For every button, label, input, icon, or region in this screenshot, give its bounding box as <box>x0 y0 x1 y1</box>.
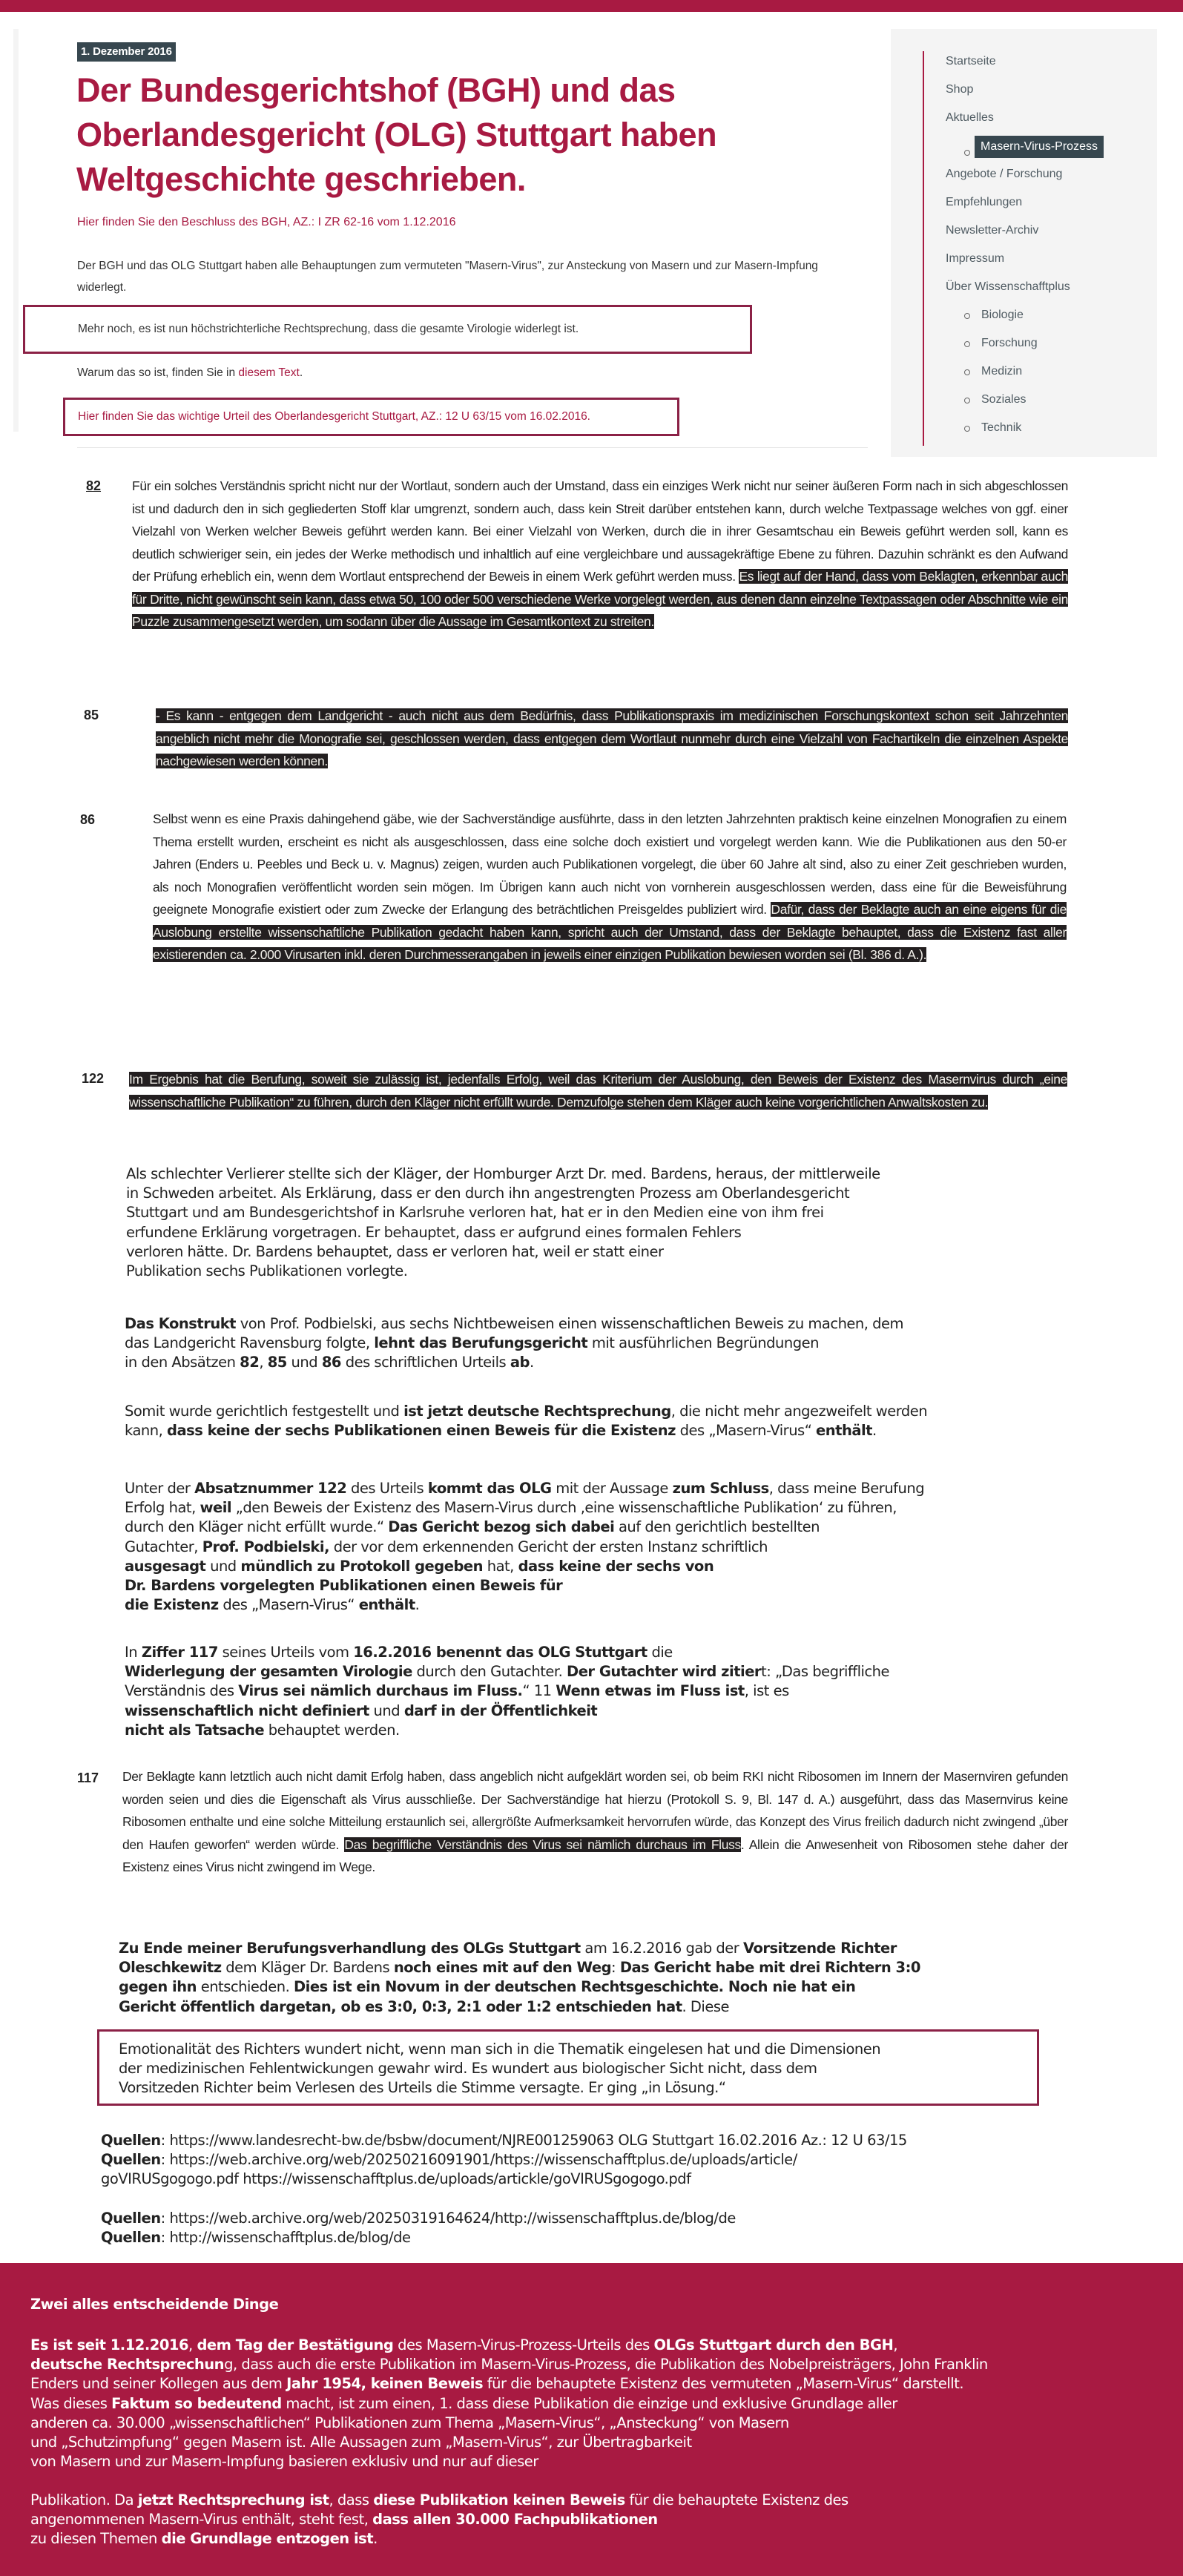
bold-text: dem Tag der Bestätigung <box>197 2336 394 2353</box>
bold-text: Widerlegung der gesamten Virologie <box>125 1663 412 1681</box>
sidebar-item-soziales[interactable]: Soziales <box>981 393 1027 406</box>
sidebar-item-forschung[interactable]: Forschung <box>981 337 1038 349</box>
text-line: Stuttgart und am Bundesgerichtshof in Karlsruhe verloren hat, hat er in den Medien eine von ihm frei <box>126 1204 824 1222</box>
text: am 16.2.2016 gab der <box>580 1940 743 1957</box>
bold-text: Es ist seit 1.12.2016 <box>30 2336 189 2353</box>
text: mit ausführlichen Begründungen <box>587 1334 819 1352</box>
why-prefix: Warum das so ist, finden Sie in <box>77 366 239 379</box>
source-item <box>101 2131 907 2150</box>
page-title: Der Bundesgerichtshof (BGH) und das Oberlandesgericht (OLG) Stuttgart haben Weltgeschichte geschrieben. <box>76 71 717 198</box>
text: Was dieses <box>30 2394 112 2412</box>
text: . <box>872 1422 877 1440</box>
text: angenommenen Masern-Virus enthält, steht fest, <box>30 2511 373 2529</box>
text: Somit wurde gerichtlich festgestellt und <box>125 1403 404 1420</box>
bold-text: Ziffer 117 <box>141 1644 218 1661</box>
text: des Urteils <box>346 1480 428 1497</box>
commentary-emotion <box>119 2040 880 2098</box>
text-line: Emotionalität des Richters wundert nicht, wenn man sich in die Thematik eingelesen hat und die Dimensionen <box>119 2040 881 2058</box>
bold-text: die Grundlage entzogen ist <box>161 2530 374 2548</box>
bold-text: enthält <box>816 1422 872 1440</box>
sidebar-item-newsletter-archiv[interactable]: Newsletter-Archiv <box>946 224 1039 237</box>
bold-text: Prof. Podbielski, <box>202 1538 329 1555</box>
text: Enders und seiner Kollegen aus dem <box>30 2375 287 2393</box>
footer-section <box>0 2263 1183 2576</box>
bold-text: Absatznummer 122 <box>194 1480 347 1497</box>
sidebar-item-shop[interactable]: Shop <box>946 83 974 96</box>
bgh-decision-link[interactable]: Hier finden Sie den Beschluss des BGH, AZ.: I ZR 62-16 vom 1.12.2016 <box>77 216 456 228</box>
text: behauptet werden. <box>264 1721 400 1739</box>
circle-bullet-icon <box>964 426 970 432</box>
source-link[interactable]: goVIRUSgogogo.pdf https://wissenschafftplus.de/uploads/artickle/goVIRUSgogogo.pdf <box>101 2170 691 2188</box>
excerpt-86-highlight: Dafür, dass der Beklagte auch an eine eigens für die Auslobung erstellte wissenschaftliche Publikation gedacht haben kann, spricht auch der Umstand, dass der Beklagte behauptet, dass die Existenz fast aller existierenden ca. 2.000 Virusarten inkl. deren Durchmesserangaben in jeweils einer einzigen Publikation bewiesen worden sei (Bl. 386 d. A.). <box>153 902 1067 962</box>
footer-paragraph-2 <box>30 2491 848 2549</box>
text: macht, ist zum einen, 1. dass diese Publikation die einzige und exklusive Grundlage aller <box>281 2394 897 2412</box>
circle-bullet-icon <box>964 341 970 347</box>
text: , ist es <box>744 1682 789 1700</box>
bold-text: die Existenz <box>125 1596 219 1614</box>
bold-text: deutsche Rechtsprechun <box>30 2356 225 2374</box>
excerpt-117 <box>122 1765 1068 1879</box>
text-line: Als schlechter Verlierer stellte sich der Kläger, der Homburger Arzt Dr. med. Bardens, heraus, der mittlerweile <box>126 1165 880 1182</box>
text: die <box>647 1644 673 1661</box>
bold-text: ab <box>510 1354 530 1371</box>
bold-text: dass keine der sechs von <box>518 1557 714 1575</box>
spacer <box>101 2190 907 2209</box>
commentary-somit <box>125 1402 927 1440</box>
commentary-ziffer-117 <box>125 1643 889 1740</box>
text: , <box>893 2336 898 2353</box>
sources-label: Quellen <box>101 2151 161 2169</box>
text: auf den gerichtlich bestellten <box>614 1518 820 1536</box>
bold-text: 16.2.2016 benennt das OLG Stuttgart <box>353 1644 647 1661</box>
paragraph-number-86: 86 <box>80 812 96 827</box>
text-line: verloren hätte. Dr. Bardens behauptet, dass er verloren hat, weil er statt einer <box>126 1242 664 1260</box>
sources-label: Quellen <box>101 2209 161 2227</box>
text: durch den Kläger nicht erfüllt wurde.“ <box>125 1518 389 1536</box>
paragraph-number-85: 85 <box>84 708 99 722</box>
excerpt-82 <box>132 475 1068 633</box>
bold-text: OLGs Stuttgart durch den BGH <box>653 2336 894 2353</box>
text: Publikation. Da <box>30 2491 138 2509</box>
text: g, dass auch die erste Publikation im Masern-Virus-Prozess, die Publikation des Nobelpreisträgers, John Franklin <box>224 2356 988 2374</box>
intro-text: Der BGH und das OLG Stuttgart haben alle Behauptungen zum vermuteten "Masern-Virus", zur Ansteckung von Masern und zur Masern-Impfung widerlegt. <box>77 260 818 294</box>
bold-text: Das Konstrukt <box>125 1315 237 1332</box>
text: des „Masern-Virus“ <box>218 1596 359 1614</box>
sidebar-item-technik[interactable]: Technik <box>981 421 1022 434</box>
bold-text: mündlich zu Protokoll gegeben <box>240 1557 484 1575</box>
bold-text: Dies ist ein Novum in der deutschen Rechtsgeschichte. Noch nie hat ein <box>294 1978 856 1996</box>
sidebar-item-empfehlungen[interactable]: Empfehlungen <box>946 196 1023 208</box>
excerpt-86 <box>153 808 1067 966</box>
boxed-statement <box>23 305 752 354</box>
text: , dass meine Berufung <box>768 1480 925 1497</box>
paragraph-number-82: 82 <box>86 478 102 493</box>
bold-text: Dr. Bardens vorgelegten Publikationen einen Beweis für <box>125 1577 563 1595</box>
text: des schriftlichen Urteils <box>341 1354 510 1371</box>
sidebar-item-startseite[interactable]: Startseite <box>946 55 996 67</box>
bold-text: weil <box>200 1499 232 1517</box>
text: mit der Aussage <box>551 1480 673 1497</box>
text: und <box>286 1354 322 1371</box>
content-left-strip <box>13 29 19 432</box>
text-line: anderen ca. 30.000 „wissenschaftlichen“ Publikationen zum Thema „Masern-Virus“, „Ansteckung“ von Masern <box>30 2414 789 2431</box>
text: hat, <box>483 1557 518 1575</box>
bold-text: ist jetzt deutsche Rechtsprechung <box>403 1403 671 1420</box>
boxed-statement-text: Mehr noch, es ist nun höchstrichterliche Rechtsprechung, dass die gesamte Virologie widerlegt ist. <box>78 323 579 335</box>
excerpt-85-highlight: - Es kann - entgegen dem Landgericht - auch nicht aus dem Bedürfnis, dass Publikationspraxis im medizinischen Forschungskontext schon seit Jahrzehnten angeblich nicht mehr die Monografie sei, geschlossen werden, dass entgegen dem Wortlaut nunmehr durch eine Vielzahl von Fachartikeln die einzelnen Aspekte nachgewiesen werden können. <box>156 708 1068 768</box>
text: Gutachter, <box>125 1538 202 1555</box>
text: . <box>373 2530 378 2548</box>
text: , <box>188 2336 197 2353</box>
text: . <box>415 1596 420 1614</box>
source-item <box>101 2228 907 2247</box>
text-line: und „Schutzimpfung“ gegen Masern ist. Alle Aussagen zum „Masern-Virus“, zur Übertragbarkeit <box>30 2434 692 2451</box>
bold-text: Vorsitzende Richter <box>742 1940 897 1957</box>
bold-text: Der Gutachter wird zitier <box>567 1663 762 1681</box>
commentary-loser <box>126 1165 880 1281</box>
commentary-konstrukt <box>125 1314 903 1373</box>
sidebar-item-aktuelles[interactable]: Aktuelles <box>946 111 994 124</box>
text: der vor dem erkennenden Gericht der ersten Instanz schriftlich <box>329 1538 768 1555</box>
source-item-cont <box>101 2170 907 2189</box>
commentary-absatz-122 <box>125 1479 924 1615</box>
bold-text: darf in der Öffentlichkeit <box>403 1702 598 1719</box>
text-line: der medizinischen Fehlentwickungen gewahr wird. Es wundert aus biologischer Sicht nicht, dass dem <box>119 2060 817 2078</box>
olg-judgment-box <box>63 398 679 436</box>
circle-bullet-icon <box>964 369 970 375</box>
bold-text: 82 <box>240 1354 260 1371</box>
text: kann, <box>125 1422 168 1440</box>
sidebar-item-impressum[interactable]: Impressum <box>946 252 1005 265</box>
bold-text: zum Schluss <box>672 1480 769 1497</box>
text: : <box>611 1959 620 1977</box>
text: . <box>530 1354 534 1371</box>
bold-text: gegen ihn <box>119 1978 197 1996</box>
text: t: „Das begriffliche <box>761 1663 890 1681</box>
text: . Diese <box>682 1997 729 2015</box>
text: des Masern-Virus-Prozess-Urteils des <box>393 2336 654 2353</box>
text-line: Vorsitzeden Richter beim Verlesen des Urteils die Stimme versagte. Er ging „in Lösung.“ <box>119 2079 726 2097</box>
text: In <box>125 1644 142 1661</box>
text: “ 11 <box>522 1682 556 1700</box>
text-line: in Schweden arbeitet. Als Erklärung, dass er den durch ihn angestrengten Prozess am Oberlandesgericht <box>126 1185 850 1202</box>
text: Verständnis des <box>125 1682 239 1700</box>
circle-bullet-icon <box>964 398 970 403</box>
paragraph-number-122: 122 <box>82 1071 105 1086</box>
sidebar-accent-line <box>923 51 924 446</box>
sources-label: Quellen <box>101 2228 161 2246</box>
bold-text: Virus sei nämlich durchaus im Fluss. <box>238 1682 523 1700</box>
bold-text: Das Gericht bezog sich dabei <box>388 1518 615 1536</box>
excerpt-117-text-after: . Allein die Anwesenheit von Ribosomen stehe daher der Existenz eines Virus nicht zwingend im Wege. <box>122 1837 1068 1874</box>
sidebar-item-angebote-forschung[interactable]: Angebote / Forschung <box>946 168 1063 180</box>
circle-bullet-icon <box>964 313 970 319</box>
excerpt-117-highlight: Das begriffliche Verständnis des Virus sei nämlich durchaus im Fluss <box>344 1837 741 1852</box>
text-line: Publikation sechs Publikationen vorlegte. <box>126 1262 408 1280</box>
sources-list <box>101 2131 907 2247</box>
text: zu diesen Themen <box>30 2530 162 2548</box>
bold-text: kommt das OLG <box>427 1480 552 1497</box>
bold-text: 85 <box>267 1354 287 1371</box>
why-text <box>77 366 303 380</box>
bold-text: ausgesagt <box>125 1557 206 1575</box>
text-line: von Masern und zur Masern-Impfung basieren exklusiv und nur auf dieser <box>30 2453 538 2471</box>
footer-paragraph-1 <box>30 2336 988 2471</box>
text: , die nicht mehr angezweifelt werden <box>670 1403 928 1420</box>
bold-text: Oleschkewitz <box>119 1959 222 1977</box>
olg-judgment-link[interactable]: Hier finden Sie das wichtige Urteil des Oberlandesgericht Stuttgart, AZ.: 12 U 63/15 vom 16.02.2016. <box>78 410 590 423</box>
bold-text: diese Publikation keinen Beweis <box>373 2491 625 2509</box>
bold-text: Gericht öffentlich dargetan, ob es 3:0, 0:3, 2:1 oder 1:2 entschieden hat <box>119 1997 682 2015</box>
bold-text: lehnt das Berufungsgericht <box>374 1334 588 1352</box>
source-link[interactable]: : https://web.archive.org/web/20250319164624/http://wissenschafftplus.de/blog/de <box>160 2209 736 2227</box>
paragraph-number-117: 117 <box>77 1770 99 1785</box>
text: das Landgericht Ravensburg folgte, <box>125 1334 375 1352</box>
bold-text: wissenschaftlich nicht definiert <box>125 1702 369 1719</box>
bold-text: Faktum so bedeutend <box>111 2394 282 2412</box>
source-item <box>101 2209 907 2228</box>
bold-text: Zu Ende meiner Berufungsverhandlung des OLGs Stuttgart <box>119 1940 581 1957</box>
bold-text: Wenn etwas im Fluss ist <box>556 1682 745 1700</box>
text: seines Urteils vom <box>217 1644 354 1661</box>
bold-text: enthält <box>358 1596 415 1614</box>
text: Erfolg hat, <box>125 1499 200 1517</box>
bold-text: noch eines mit auf den Weg <box>393 1959 612 1977</box>
top-brand-bar <box>0 0 1183 12</box>
circle-bullet-icon <box>964 150 970 156</box>
excerpt-85 <box>156 705 1068 773</box>
text: entschieden. <box>197 1978 294 1996</box>
text: Unter der <box>125 1480 195 1497</box>
bold-text: dass allen 30.000 Fachpublikationen <box>372 2511 658 2529</box>
bold-text: Das Gericht habe mit drei Richtern 3:0 <box>619 1959 920 1977</box>
source-item <box>101 2150 907 2170</box>
text: , dass <box>329 2491 374 2509</box>
sidebar-item-ueber-wissenschafftplus[interactable]: Über Wissenschafftplus <box>946 280 1070 293</box>
excerpt-86-text: Selbst wenn es eine Praxis dahingehend gäbe, wie der Sachverständige ausführte, dass in den letzten Jahrzehnten praktisch keine einzelnen Monografien zu einem Thema erstellt wurden, erscheint es nicht als ausgeschlossen, dass eine solche doch existiert und vorgelegt werden kann. Wie die Publikationen aus den 50-er Jahren (Enders u. Peebles und Beck u. v. Magnus) zeigen, wurden auch Publikationen vorgelegt, die über 60 Jahre alt sind, also zu einer Zeit geschrieben wurden, als noch Monografien veröffentlicht worden sein mögen. Im Übrigen kann auch nicht von vornherein ausgeschlossen werden, dass eine für die Beweisführung geeignete Monografie existiert oder zum Zwecke der Erlangung des beträchtlichen Preisgeldes publiziert wird. <box>153 811 1067 917</box>
text: , <box>259 1354 268 1371</box>
commentary-verhandlung-ende <box>119 1939 920 2017</box>
text: durch den Gutachter. <box>412 1663 567 1681</box>
this-text-link[interactable]: diesem Text <box>238 366 300 379</box>
excerpt-82-highlight: Es liegt auf der Hand, dass vom Beklagten, erkennbar auch für Dritte, nicht gewünscht sein kann, dass etwa 50, 100 oder 500 verschiedene Werke vorgelegt werden, aus denen dann einzelne Textpassagen oder Abschnitte wie ein Puzzle zusammengesetzt werden, um sodann über die Aussage im Gesamtkontext zu streiten. <box>132 569 1068 629</box>
text: „den Beweis der Existenz des Masern-Virus durch ‚eine wissenschaftliche Publikation‘ zu führen, <box>231 1499 897 1517</box>
sidebar-item-medizin[interactable]: Medizin <box>981 365 1023 378</box>
footer-heading: Zwei alles entscheidende Dinge <box>30 2296 279 2313</box>
bold-text: nicht als Tatsache <box>125 1721 265 1739</box>
sidebar-nav <box>891 29 1157 457</box>
excerpt-117-text: Der Beklagte kann letztlich auch nicht damit Erfolg haben, dass angeblich nicht aufgeklärt worden sei, ob beim RKI nicht Ribosomen im Innern der Masernviren gefunden worden seien und dies die Eigenschaft als Virus ausschließe. Der Sachverständige hat hierzu (Protokoll S. 9, Bl. 147 d. A.) ausgeführt, dass das Masernvirus keine Ribosomen enthalte und eine solche Mitteilung erstaunlich sei, allergrößte Aufmerksamkeit hervorrufen würde, das Konzept des Virus freilich dadurch nicht zwingend „über den Haufen geworfen“ werden würde. <box>122 1769 1068 1852</box>
date-badge: 1. Dezember 2016 <box>77 42 176 62</box>
sources-label: Quellen <box>101 2132 161 2149</box>
text: von Prof. Podbielski, aus sechs Nichtbeweisen einen wissenschaftlichen Beweis zu machen, dem <box>236 1315 904 1332</box>
text: des „Masern-Virus“ <box>675 1422 817 1440</box>
sidebar-item-masern-virus-prozess[interactable]: Masern-Virus-Prozess <box>975 136 1104 158</box>
text: in den Absätzen <box>125 1354 240 1371</box>
why-suffix: . <box>299 366 303 379</box>
text: für die behauptete Existenz des vermuteten „Masern-Virus“ darstellt. <box>483 2375 964 2393</box>
bold-text: dass keine der sechs Publikationen einen Beweis für die Existenz <box>167 1422 676 1440</box>
text: und <box>205 1557 241 1575</box>
source-link[interactable]: : http://wissenschafftplus.de/blog/de <box>160 2228 411 2246</box>
source-link[interactable]: : https://www.landesrecht-bw.de/bsbw/document/NJRE001259063 OLG Stuttgart 16.02.2016 Az.: 12 U 63/15 <box>160 2132 907 2149</box>
text: für die behauptete Existenz des <box>625 2491 848 2509</box>
sidebar-item-biologie[interactable]: Biologie <box>981 309 1024 321</box>
divider <box>77 447 868 448</box>
text: und <box>369 1702 404 1719</box>
source-link[interactable]: : https://web.archive.org/web/20250216091901/https://wissenschafftplus.de/uploads/article/ <box>160 2151 797 2169</box>
excerpt-122-highlight: Im Ergebnis hat die Berufung, soweit sie zulässig ist, jedenfalls Erfolg, weil das Kriterium der Auslobung, den Beweis der Existenz des Masernvirus durch „eine wissenschaftliche Publikation“ zu führen, durch den Kläger nicht erfüllt wurde. Demzufolge stehen dem Kläger auch keine vorgerichtlichen Anwaltskosten zu. <box>129 1072 1067 1110</box>
bold-text: Jahr 1954, keinen Beweis <box>286 2375 484 2393</box>
bold-text: 86 <box>321 1354 341 1371</box>
text: dem Kläger Dr. Bardens <box>221 1959 394 1977</box>
bold-text: jetzt Rechtsprechung ist <box>137 2491 329 2509</box>
excerpt-122 <box>129 1068 1067 1113</box>
text-line: erfundene Erklärung vorgetragen. Er behauptet, dass er aufgrund eines formalen Fehlers <box>126 1223 742 1241</box>
excerpt-82-text: Für ein solches Verständnis spricht nicht nur der Wortlaut, sondern auch der Umstand, dass ein einziges Werk nicht nur seiner äußeren Form nach in sich abgeschlossen ist und dadurch den in sich gegliederten Stoff klar umgrenzt, sondern auch, dass kein Streit darüber entstehen kann, durch welche Textpassage welches von ggf. einer Vielzahl von Werken welcher Beweis geführt werden kann. Bei einer Vielzahl von Werken, durch die in ihrer Gesamtschau ein Beweis geführt werden soll, kann es deutlich schwieriger sein, ein jedes der Werke methodisch und inhaltlich auf eine vergleichbare und aussagekräftige Ebene zu führen. Dazuhin schränkt es den Aufwand der Prüfung erheblich ein, wenn dem Wortlaut entsprechend der Beweis in einem Werk geführt werden muss. <box>132 478 1068 584</box>
